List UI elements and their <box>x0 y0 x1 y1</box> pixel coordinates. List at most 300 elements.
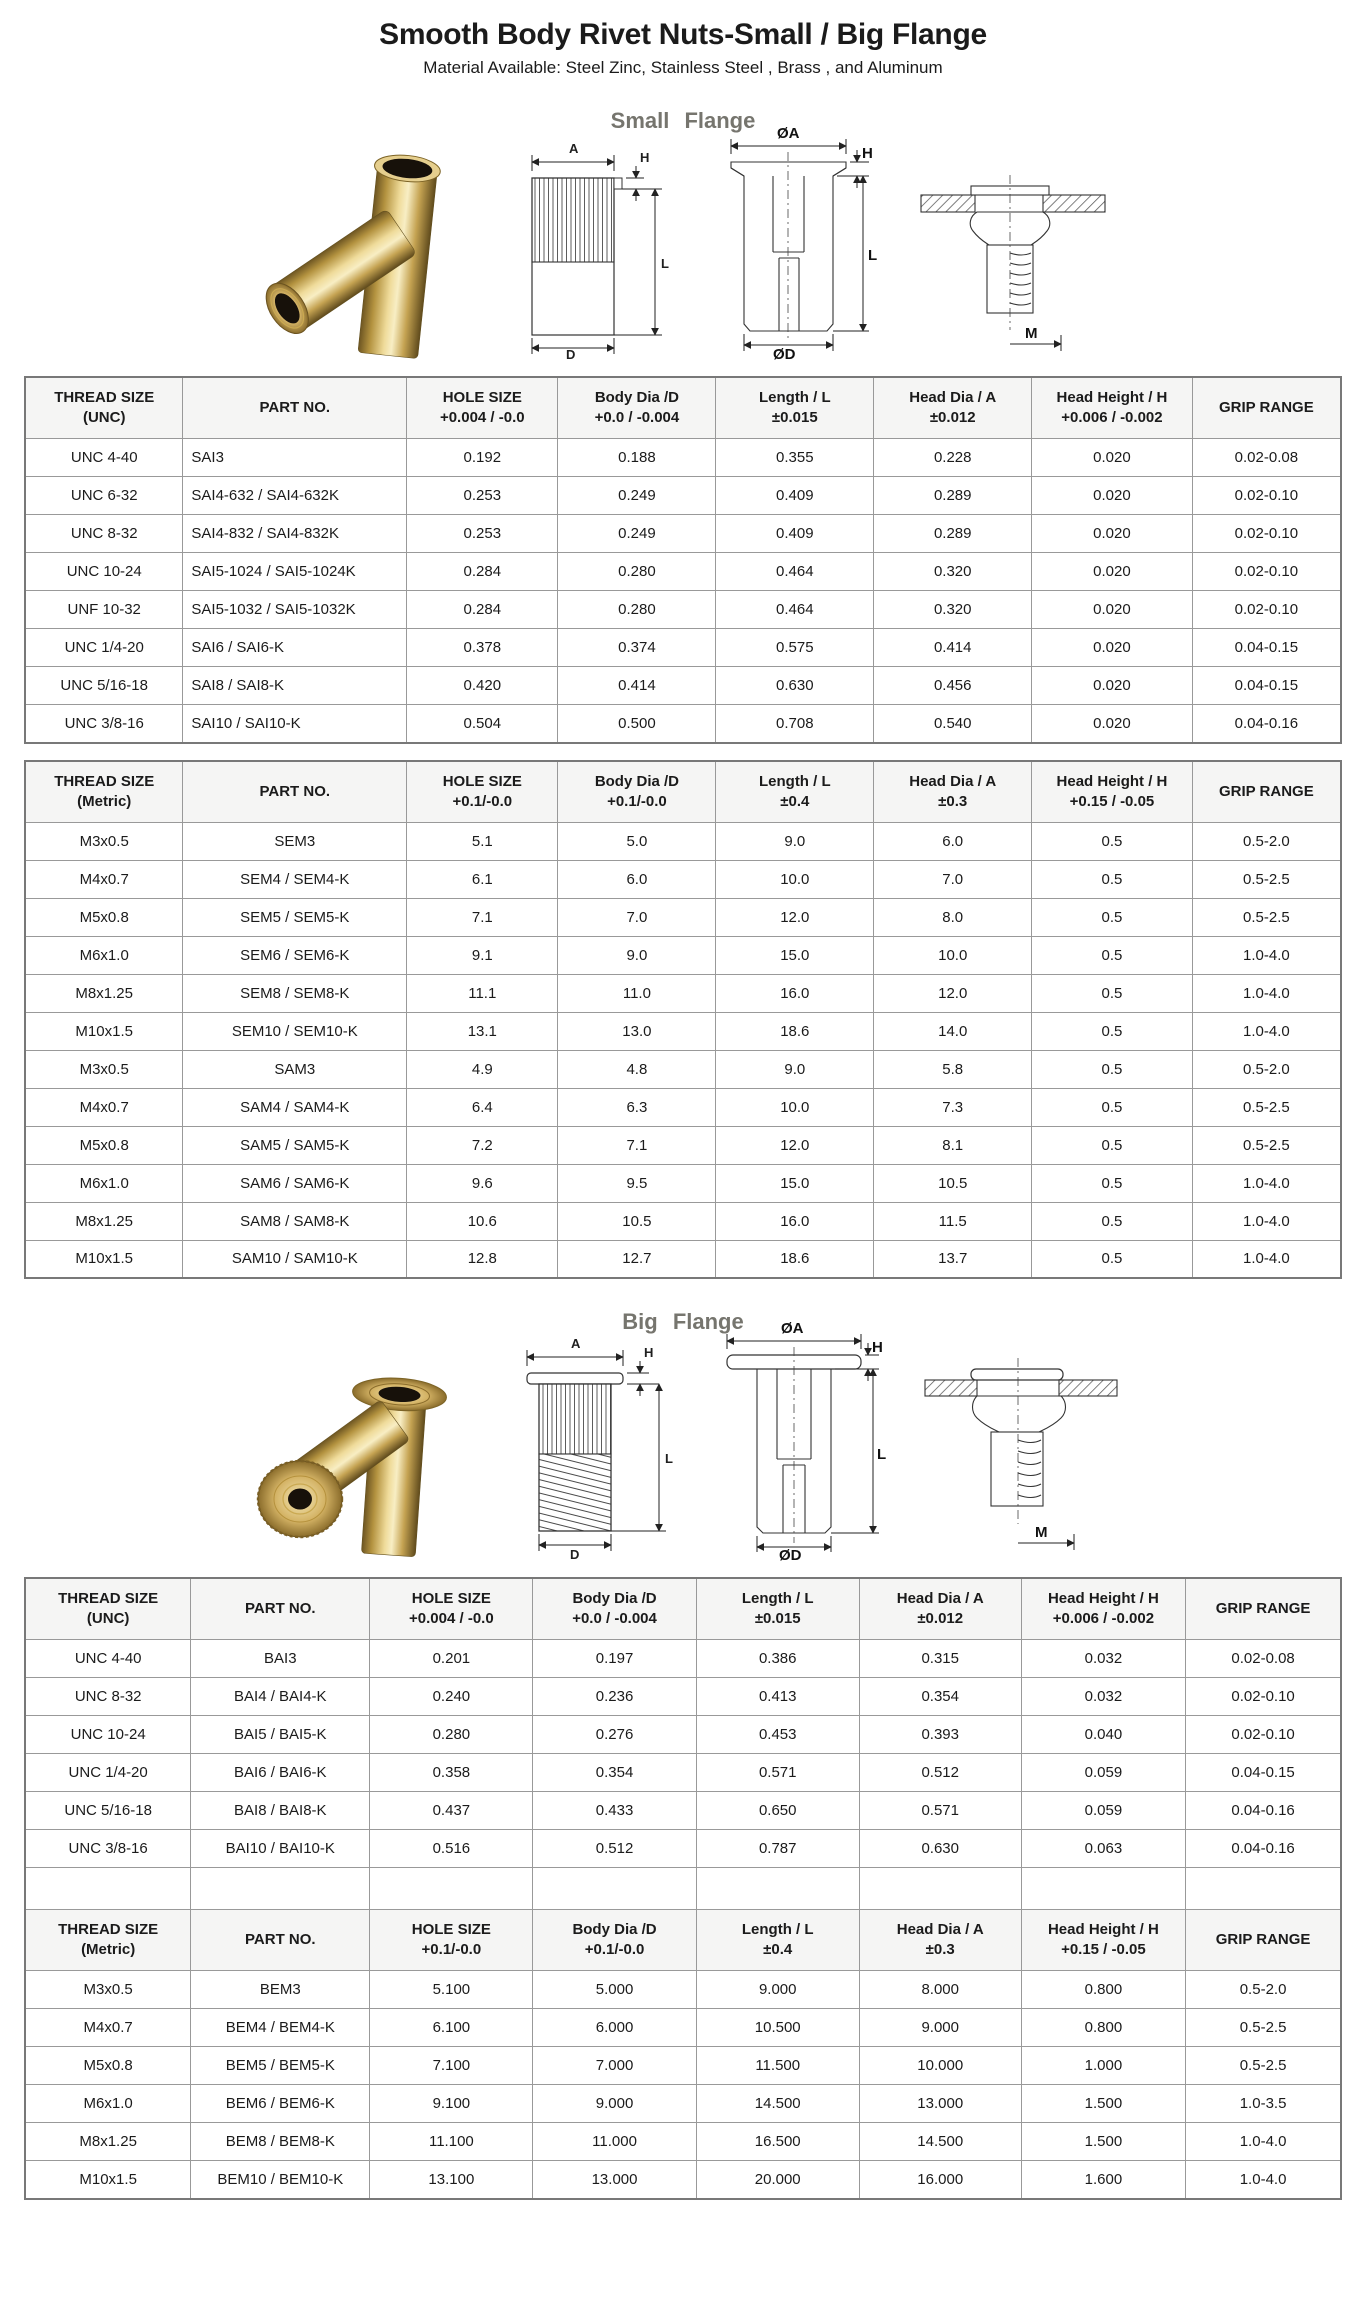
big-flange-side-drawing <box>501 1333 679 1561</box>
column-header: HOLE SIZE +0.1/-0.0 <box>370 1910 533 1971</box>
table-cell: 0.456 <box>874 667 1032 705</box>
column-header: PART NO. <box>191 1910 370 1971</box>
table-cell: 0.040 <box>1021 1716 1185 1754</box>
table-row <box>25 1678 1341 1716</box>
table-cell: 6.000 <box>533 2009 696 2047</box>
table-cell: SAI6 / SAI6-K <box>183 629 407 667</box>
table-cell: 0.059 <box>1021 1754 1185 1792</box>
table-cell: 0.276 <box>533 1716 696 1754</box>
table-cell: UNC 8-32 <box>25 515 183 553</box>
table-cell: 9.000 <box>533 2085 696 2123</box>
table-cell: 8.1 <box>874 1126 1032 1164</box>
column-header: Length / L ±0.015 <box>716 377 874 439</box>
table-cell: 0.240 <box>370 1678 533 1716</box>
table-cell <box>696 1868 859 1910</box>
dim-label-phi-d: ØD <box>779 1547 802 1564</box>
table-cell: 7.000 <box>533 2047 696 2085</box>
table-cell: 0.5 <box>1032 1088 1193 1126</box>
column-header: Head Dia / A ±0.012 <box>859 1578 1021 1640</box>
table-cell: SAI5-1024 / SAI5-1024K <box>183 553 407 591</box>
table-cell: 9.0 <box>716 1050 874 1088</box>
table-cell: 8.0 <box>874 898 1032 936</box>
table-cell: SAI5-1032 / SAI5-1032K <box>183 591 407 629</box>
table-row <box>25 667 1341 705</box>
table-cell: M3x0.5 <box>25 1050 183 1088</box>
table-row <box>25 822 1341 860</box>
table-cell: 9.5 <box>558 1164 716 1202</box>
table-cell: 0.5-2.5 <box>1192 1126 1341 1164</box>
small-flange-unc-table-wrap <box>24 376 1342 744</box>
table-cell: 0.5-2.5 <box>1186 2009 1341 2047</box>
table-cell: 11.000 <box>533 2123 696 2161</box>
table-cell: 7.3 <box>874 1088 1032 1126</box>
table-cell: 1.0-3.5 <box>1186 2085 1341 2123</box>
dim-label-h: H <box>862 145 873 162</box>
big-flange-section <box>24 1309 1342 2200</box>
column-header: THREAD SIZE (UNC) <box>25 1578 191 1640</box>
table-cell: 6.3 <box>558 1088 716 1126</box>
table-cell: 0.708 <box>716 705 874 743</box>
column-header: Length / L ±0.015 <box>696 1578 859 1640</box>
table-cell <box>370 1868 533 1910</box>
table-cell: 10.5 <box>874 1164 1032 1202</box>
table-cell: UNF 10-32 <box>25 591 183 629</box>
table-cell: 0.04-0.15 <box>1192 667 1341 705</box>
table-cell: UNC 1/4-20 <box>25 629 183 667</box>
table-cell: 9.000 <box>859 2009 1021 2047</box>
table-cell: 0.228 <box>874 439 1032 477</box>
column-header: Head Height / H +0.15 / -0.05 <box>1021 1910 1185 1971</box>
table-cell: 12.0 <box>874 974 1032 1012</box>
table-cell: 0.02-0.08 <box>1192 439 1341 477</box>
table-cell: 0.032 <box>1021 1678 1185 1716</box>
table-cell: SEM5 / SEM5-K <box>183 898 407 936</box>
table-cell: BAI5 / BAI5-K <box>191 1716 370 1754</box>
column-header: Head Dia / A ±0.3 <box>874 761 1032 823</box>
table-row <box>25 860 1341 898</box>
table-cell: 0.320 <box>874 591 1032 629</box>
table-cell: SAM5 / SAM5-K <box>183 1126 407 1164</box>
table-cell: M8x1.25 <box>25 1202 183 1240</box>
table-cell: SAI8 / SAI8-K <box>183 667 407 705</box>
table-cell: 0.5 <box>1032 1050 1193 1088</box>
table-cell: 12.8 <box>407 1240 558 1278</box>
table-cell: 0.280 <box>370 1716 533 1754</box>
table-cell: 0.354 <box>533 1754 696 1792</box>
table-cell: 20.000 <box>696 2161 859 2199</box>
table-cell: BEM6 / BEM6-K <box>191 2085 370 2123</box>
table-cell: UNC 8-32 <box>25 1678 191 1716</box>
table-row <box>25 1202 1341 1240</box>
table-cell: UNC 5/16-18 <box>25 1792 191 1830</box>
column-header: Head Height / H +0.006 / -0.002 <box>1032 377 1193 439</box>
table-cell: 7.100 <box>370 2047 533 2085</box>
table-row <box>25 1971 1341 2009</box>
column-header: Body Dia /D +0.1/-0.0 <box>533 1910 696 1971</box>
table-cell: 6.100 <box>370 2009 533 2047</box>
small-flange-front-drawing <box>711 124 879 363</box>
column-header: THREAD SIZE (UNC) <box>25 377 183 439</box>
table-cell: 11.0 <box>558 974 716 1012</box>
table-cell: 0.571 <box>696 1754 859 1792</box>
table-cell: 0.5-2.0 <box>1186 1971 1341 2009</box>
table-cell: 10.0 <box>874 936 1032 974</box>
table-cell: SAM3 <box>183 1050 407 1088</box>
table-cell: 1.0-4.0 <box>1192 936 1341 974</box>
table-cell: 5.100 <box>370 1971 533 2009</box>
table-cell: 11.1 <box>407 974 558 1012</box>
column-header: HOLE SIZE +0.004 / -0.0 <box>370 1578 533 1640</box>
dim-label-h: H <box>872 1339 883 1356</box>
table-header-row <box>25 377 1341 439</box>
table-cell: 1.0-4.0 <box>1192 974 1341 1012</box>
table-row <box>25 1792 1341 1830</box>
table-cell: 0.02-0.10 <box>1186 1716 1341 1754</box>
table-cell: UNC 5/16-18 <box>25 667 183 705</box>
dim-label-h: H <box>640 150 650 165</box>
column-header: PART NO. <box>191 1578 370 1640</box>
table-row <box>25 2047 1341 2085</box>
table-cell: 0.289 <box>874 515 1032 553</box>
table-cell: BEM5 / BEM5-K <box>191 2047 370 2085</box>
table-cell: 0.04-0.16 <box>1186 1792 1341 1830</box>
table-row <box>25 2085 1341 2123</box>
table-cell: 6.0 <box>558 860 716 898</box>
table-cell: 9.100 <box>370 2085 533 2123</box>
table-cell: 0.5 <box>1032 1164 1193 1202</box>
small-flange-installed-drawing <box>913 155 1113 360</box>
table-cell: 14.0 <box>874 1012 1032 1050</box>
table-row <box>25 1050 1341 1088</box>
table-cell: SAM6 / SAM6-K <box>183 1164 407 1202</box>
table-cell: 0.464 <box>716 553 874 591</box>
table-cell: 5.1 <box>407 822 558 860</box>
column-header: Head Height / H +0.006 / -0.002 <box>1021 1578 1185 1640</box>
table-cell: 0.253 <box>407 515 558 553</box>
table-cell: 5.000 <box>533 1971 696 2009</box>
table-cell: 0.433 <box>533 1792 696 1830</box>
table-cell: UNC 4-40 <box>25 439 183 477</box>
big-flange-table-wrap <box>24 1577 1342 2200</box>
table-cell: M5x0.8 <box>25 898 183 936</box>
column-header: HOLE SIZE +0.1/-0.0 <box>407 761 558 823</box>
table-cell: 0.020 <box>1032 629 1193 667</box>
table-cell: 11.5 <box>874 1202 1032 1240</box>
table-cell: 0.386 <box>696 1640 859 1678</box>
table-header-row <box>25 1910 1341 1971</box>
table-cell: 1.0-4.0 <box>1192 1240 1341 1278</box>
table-cell: M8x1.25 <box>25 2123 191 2161</box>
table-cell: 10.5 <box>558 1202 716 1240</box>
table-cell: 0.575 <box>716 629 874 667</box>
table-cell: 0.197 <box>533 1640 696 1678</box>
dim-label-l: L <box>877 1446 887 1463</box>
table-cell: 0.650 <box>696 1792 859 1830</box>
table-empty-row <box>25 1868 1341 1910</box>
table-cell: 0.420 <box>407 667 558 705</box>
table-cell: BEM10 / BEM10-K <box>191 2161 370 2199</box>
dim-label-phi-a: ØA <box>777 125 800 142</box>
table-row <box>25 1240 1341 1278</box>
table-row <box>25 629 1341 667</box>
column-header: GRIP RANGE <box>1192 761 1341 823</box>
column-header: GRIP RANGE <box>1192 377 1341 439</box>
small-flange-figures <box>24 125 1342 363</box>
table-cell: 13.0 <box>558 1012 716 1050</box>
dim-label-l: L <box>868 247 878 264</box>
table-cell: 11.500 <box>696 2047 859 2085</box>
dim-label-d: D <box>566 347 576 362</box>
table-row <box>25 1716 1341 1754</box>
table-cell: 0.04-0.16 <box>1186 1830 1341 1868</box>
small-flange-side-drawing <box>502 138 677 360</box>
table-cell: 0.020 <box>1032 477 1193 515</box>
dim-label-l: L <box>665 1451 673 1466</box>
table-row <box>25 1012 1341 1050</box>
table-cell: 0.5 <box>1032 898 1193 936</box>
table-cell: 0.5 <box>1032 936 1193 974</box>
table-cell: 0.284 <box>407 553 558 591</box>
table-row <box>25 936 1341 974</box>
table-cell: 0.5 <box>1032 974 1193 1012</box>
dim-label-a: A <box>569 141 579 156</box>
dim-label-m: M <box>1035 1524 1048 1541</box>
table-cell: M6x1.0 <box>25 2085 191 2123</box>
table-row <box>25 515 1341 553</box>
table-cell: 7.0 <box>874 860 1032 898</box>
small-flange-metric-table <box>24 760 1342 1280</box>
table-cell: 1.600 <box>1021 2161 1185 2199</box>
table-cell: 0.464 <box>716 591 874 629</box>
big-flange-table <box>24 1577 1342 2200</box>
table-cell <box>859 1868 1021 1910</box>
table-cell: UNC 6-32 <box>25 477 183 515</box>
table-cell: BAI4 / BAI4-K <box>191 1678 370 1716</box>
small-flange-unc-table <box>24 376 1342 744</box>
column-header: HOLE SIZE +0.004 / -0.0 <box>407 377 558 439</box>
table-cell: SAI3 <box>183 439 407 477</box>
table-cell: 0.192 <box>407 439 558 477</box>
table-cell: 0.04-0.15 <box>1186 1754 1341 1792</box>
table-cell: 0.249 <box>558 515 716 553</box>
table-cell: BAI10 / BAI10-K <box>191 1830 370 1868</box>
table-cell: 1.0-4.0 <box>1186 2123 1341 2161</box>
table-cell: 0.512 <box>859 1754 1021 1792</box>
table-cell: SAM8 / SAM8-K <box>183 1202 407 1240</box>
small-flange-section <box>24 108 1342 1279</box>
table-cell: M6x1.0 <box>25 1164 183 1202</box>
table-cell: 0.5 <box>1032 1202 1193 1240</box>
table-cell: 0.374 <box>558 629 716 667</box>
dim-label-d: D <box>570 1547 580 1562</box>
table-cell: 0.02-0.10 <box>1192 477 1341 515</box>
table-cell: SEM10 / SEM10-K <box>183 1012 407 1050</box>
table-cell: 10.0 <box>716 860 874 898</box>
dim-label-m: M <box>1025 325 1038 342</box>
table-cell: 0.020 <box>1032 705 1193 743</box>
table-cell: 6.1 <box>407 860 558 898</box>
table-cell: M10x1.5 <box>25 1012 183 1050</box>
table-cell: 6.0 <box>874 822 1032 860</box>
table-cell: 0.409 <box>716 515 874 553</box>
table-cell: BEM4 / BEM4-K <box>191 2009 370 2047</box>
dim-label-phi-a: ØA <box>781 1320 804 1337</box>
table-cell: 13.1 <box>407 1012 558 1050</box>
table-cell: 10.6 <box>407 1202 558 1240</box>
table-cell: BAI6 / BAI6-K <box>191 1754 370 1792</box>
table-cell: 0.289 <box>874 477 1032 515</box>
table-cell: 1.0-4.0 <box>1192 1012 1341 1050</box>
table-cell: BEM8 / BEM8-K <box>191 2123 370 2161</box>
column-header: Length / L ±0.4 <box>716 761 874 823</box>
table-cell: 13.000 <box>859 2085 1021 2123</box>
table-cell: 0.5 <box>1032 1240 1193 1278</box>
table-cell: 11.100 <box>370 2123 533 2161</box>
table-cell: 0.5 <box>1032 1012 1193 1050</box>
table-cell: 0.414 <box>874 629 1032 667</box>
table-cell: 0.5-2.5 <box>1192 860 1341 898</box>
table-cell: 9.000 <box>696 1971 859 2009</box>
table-cell: BEM3 <box>191 1971 370 2009</box>
table-cell: 14.500 <box>859 2123 1021 2161</box>
table-cell: 15.0 <box>716 936 874 974</box>
table-cell: 9.6 <box>407 1164 558 1202</box>
table-cell <box>25 1868 191 1910</box>
table-row <box>25 2009 1341 2047</box>
table-cell: 0.02-0.10 <box>1192 515 1341 553</box>
table-cell: 0.413 <box>696 1678 859 1716</box>
table-cell: 10.000 <box>859 2047 1021 2085</box>
table-cell: 0.5-2.5 <box>1192 1088 1341 1126</box>
column-header: THREAD SIZE (Metric) <box>25 761 183 823</box>
table-cell: 9.0 <box>716 822 874 860</box>
table-cell: 5.0 <box>558 822 716 860</box>
table-cell <box>191 1868 370 1910</box>
table-row <box>25 974 1341 1012</box>
table-cell: 10.0 <box>716 1088 874 1126</box>
table-cell: 1.0-4.0 <box>1192 1164 1341 1202</box>
table-cell: 1.500 <box>1021 2085 1185 2123</box>
table-cell: 7.0 <box>558 898 716 936</box>
dim-label-phi-d: ØD <box>773 346 796 363</box>
table-cell: 4.8 <box>558 1050 716 1088</box>
table-cell: 0.5 <box>1032 860 1193 898</box>
table-cell: 0.284 <box>407 591 558 629</box>
table-cell: 0.236 <box>533 1678 696 1716</box>
table-row <box>25 898 1341 936</box>
table-row <box>25 591 1341 629</box>
table-cell: 0.201 <box>370 1640 533 1678</box>
table-cell: 0.453 <box>696 1716 859 1754</box>
table-cell: 1.000 <box>1021 2047 1185 2085</box>
table-cell: 0.020 <box>1032 553 1193 591</box>
table-cell: 0.249 <box>558 477 716 515</box>
table-cell: SEM3 <box>183 822 407 860</box>
big-flange-installed-drawing <box>919 1346 1124 1561</box>
page-subtitle: Material Available: Steel Zinc, Stainless Steel , Brass , and Aluminum <box>423 58 943 77</box>
table-cell: 12.0 <box>716 1126 874 1164</box>
table-cell: 0.020 <box>1032 667 1193 705</box>
table-cell: 0.059 <box>1021 1792 1185 1830</box>
column-header: GRIP RANGE <box>1186 1910 1341 1971</box>
big-flange-heading: Big Flange <box>622 1309 744 1334</box>
dim-label-h: H <box>644 1345 654 1360</box>
table-cell: UNC 10-24 <box>25 1716 191 1754</box>
table-cell: 0.409 <box>716 477 874 515</box>
table-cell: 0.414 <box>558 667 716 705</box>
table-cell: M5x0.8 <box>25 2047 191 2085</box>
table-cell: 16.0 <box>716 974 874 1012</box>
table-cell: 18.6 <box>716 1012 874 1050</box>
table-cell: 16.0 <box>716 1202 874 1240</box>
table-cell: 6.4 <box>407 1088 558 1126</box>
table-cell: 0.5-2.5 <box>1186 2047 1341 2085</box>
table-cell: SAI4-632 / SAI4-632K <box>183 477 407 515</box>
big-flange-front-drawing <box>713 1319 887 1564</box>
table-cell: M4x0.7 <box>25 860 183 898</box>
table-cell: 10.500 <box>696 2009 859 2047</box>
table-cell: 0.5-2.5 <box>1192 898 1341 936</box>
table-cell: 0.020 <box>1032 515 1193 553</box>
table-cell: 7.1 <box>558 1126 716 1164</box>
table-cell: 0.032 <box>1021 1640 1185 1678</box>
table-cell: M8x1.25 <box>25 974 183 1012</box>
table-row <box>25 553 1341 591</box>
table-cell: 0.787 <box>696 1830 859 1868</box>
table-cell: 9.1 <box>407 936 558 974</box>
table-cell: 0.358 <box>370 1754 533 1792</box>
table-cell: UNC 4-40 <box>25 1640 191 1678</box>
table-cell: BAI8 / BAI8-K <box>191 1792 370 1830</box>
small-flange-metric-table-wrap <box>24 760 1342 1280</box>
table-cell: 0.540 <box>874 705 1032 743</box>
table-cell: 0.253 <box>407 477 558 515</box>
table-cell: 1.500 <box>1021 2123 1185 2161</box>
table-cell: 0.355 <box>716 439 874 477</box>
table-cell: 0.512 <box>533 1830 696 1868</box>
table-cell: 0.504 <box>407 705 558 743</box>
table-cell: 0.437 <box>370 1792 533 1830</box>
table-cell: UNC 3/8-16 <box>25 705 183 743</box>
table-cell: 0.020 <box>1032 591 1193 629</box>
table-cell: M4x0.7 <box>25 2009 191 2047</box>
column-header: Body Dia /D +0.1/-0.0 <box>558 761 716 823</box>
page-title: Smooth Body Rivet Nuts-Small / Big Flange <box>379 18 987 51</box>
table-cell: 13.100 <box>370 2161 533 2199</box>
column-header: Length / L ±0.4 <box>696 1910 859 1971</box>
table-cell: 0.02-0.08 <box>1186 1640 1341 1678</box>
table-row <box>25 2161 1341 2199</box>
table-cell: M10x1.5 <box>25 2161 191 2199</box>
column-header: THREAD SIZE (Metric) <box>25 1910 191 1971</box>
table-cell: 0.280 <box>558 591 716 629</box>
table-cell: 1.0-4.0 <box>1186 2161 1341 2199</box>
table-cell: 13.7 <box>874 1240 1032 1278</box>
table-cell: 0.5 <box>1032 1126 1193 1164</box>
table-row <box>25 705 1341 743</box>
table-cell: 0.063 <box>1021 1830 1185 1868</box>
column-header: Head Dia / A ±0.012 <box>874 377 1032 439</box>
table-cell: 0.378 <box>407 629 558 667</box>
table-cell: 8.000 <box>859 1971 1021 2009</box>
table-row <box>25 1164 1341 1202</box>
table-cell: 16.500 <box>696 2123 859 2161</box>
table-cell: M3x0.5 <box>25 1971 191 2009</box>
table-cell: 0.500 <box>558 705 716 743</box>
table-cell: 13.000 <box>533 2161 696 2199</box>
table-cell: UNC 3/8-16 <box>25 1830 191 1868</box>
table-cell: 5.8 <box>874 1050 1032 1088</box>
